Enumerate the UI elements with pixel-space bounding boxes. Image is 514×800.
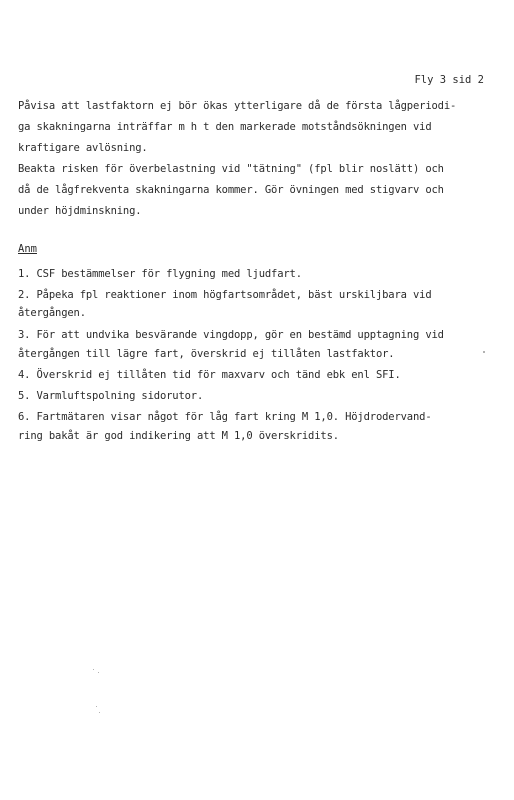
scan-speck	[99, 712, 100, 713]
note-item: 5. Varmluftspolning sidorutor.	[18, 390, 204, 402]
page-reference: Fly 3 sid 2	[414, 74, 484, 86]
scan-speck	[98, 672, 99, 673]
intro-line: kraftigare avlösning.	[18, 142, 148, 154]
intro-line: under höjdminskning.	[18, 205, 142, 217]
scan-speck	[93, 669, 94, 670]
note-item: 2. Påpeka fpl reaktioner inom högfartsområdet, bäst urskiljbara vid	[18, 289, 432, 301]
intro-line: Beakta risken för överbelastning vid "tätning" (fpl blir noslätt) och	[18, 163, 444, 175]
note-item: ring bakåt är god indikering att M 1,0 överskridits.	[18, 430, 339, 442]
intro-line: då de lågfrekventa skakningarna kommer. Gör övningen med stigvarv och	[18, 184, 444, 196]
note-item: återgången.	[18, 307, 86, 319]
scan-speck	[96, 706, 97, 707]
note-item: 4. Överskrid ej tillåten tid för maxvarv och tänd ebk enl SFI.	[18, 369, 401, 381]
intro-line: ga skakningarna inträffar m h t den markerade motståndsökningen vid	[18, 121, 432, 133]
note-item: återgången till lägre fart, överskrid ej tillåten lastfaktor.	[18, 348, 395, 360]
note-item: 6. Fartmätaren visar något för låg fart kring M 1,0. Höjdrodervand-	[18, 411, 432, 423]
note-item: 1. CSF bestämmelser för flygning med ljudfart.	[18, 268, 302, 280]
scan-speck	[483, 351, 485, 353]
anm-heading: Anm	[18, 243, 37, 255]
note-item: 3. För att undvika besvärande vingdopp, gör en bestämd upptagning vid	[18, 329, 444, 341]
intro-line: Påvisa att lastfaktorn ej bör ökas ytterligare då de första lågperiodi-	[18, 100, 457, 112]
